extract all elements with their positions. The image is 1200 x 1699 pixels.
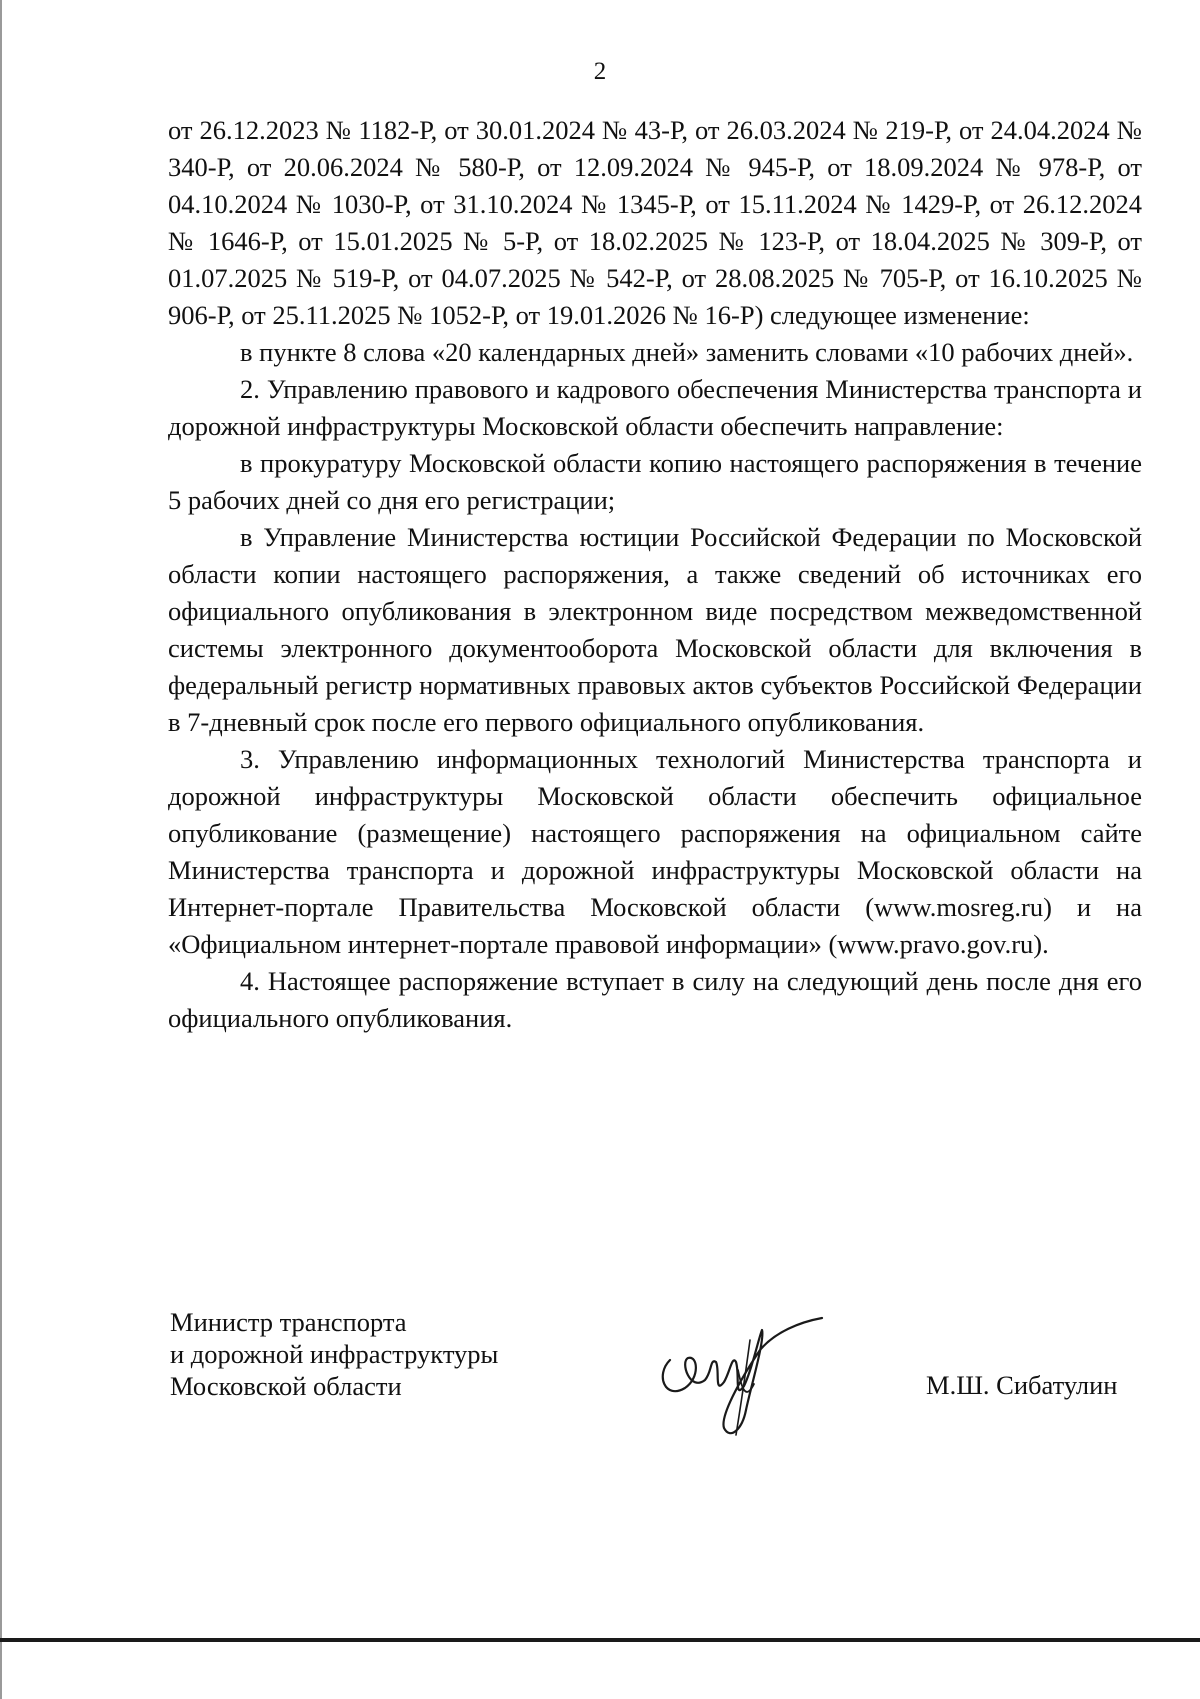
signatory-position-line: Московской области — [170, 1371, 402, 1401]
signatory-position-line: и дорожной инфраструктуры — [170, 1339, 499, 1369]
handwritten-signature — [650, 1300, 830, 1450]
paragraph-change-item-8: в пункте 8 слова «20 календарных дней» заменить словами «10 рабочих дней». — [240, 337, 1134, 367]
page-number: 2 — [593, 58, 607, 85]
document-body — [168, 112, 1142, 1037]
paragraph-prosecutor: в прокуратуру Московской области копию настоящего распоряжения в течение 5 рабочих дней со дня его регистрации; — [168, 448, 1142, 515]
signatory-name: М.Ш. Сибатулин — [926, 1370, 1118, 1400]
signatory-position-line: Министр транспорта — [170, 1307, 407, 1337]
signatory-position — [170, 1306, 498, 1402]
paragraph-clause-2: 2. Управлению правового и кадрового обеспечения Министерства транспорта и дорожной инфраструктуры Московской области обеспечить направление: — [168, 374, 1142, 441]
paragraph-justice-ministry: в Управление Министерства юстиции Российской Федерации по Московской области копии настоящего распоряжения, а также сведений об источниках его официального опубликования в электронном виде посредством межведомственной системы электронного документооборота Московской области для включения в федеральный регистр нормативных правовых актов субъектов Российской Федерации в 7-дневный срок после его первого официального опубликования. — [168, 522, 1142, 737]
bottom-scan-line — [0, 1638, 1200, 1642]
paragraph-clause-4: 4. Настоящее распоряжение вступает в силу на следующий день после дня его официального опубликования. — [168, 966, 1142, 1033]
scan-edge — [0, 0, 2, 1699]
paragraph-amendments-list: от 26.12.2023 № 1182-Р, от 30.01.2024 № 43-Р, от 26.03.2024 № 219-Р, от 24.04.2024 № 340-Р, от 20.06.2024 № 580-Р, от 12.09.2024 № 945-Р, от 18.09.2024 № 978-Р, от 04.10.2024 № 1030-Р, от 31.10.2024 № 1345-Р, от 15.11.2024 № 1429-Р, от 26.12.2024 № 1646-Р, от 15.01.2025 № 5-Р, от 18.02.2025 № 123-Р, от 18.04.2025 № 309-Р, от 01.07.2025 № 519-Р, от 04.07.2025 № 542-Р, от 28.08.2025 № 705-Р, от 16.10.2025 № 906-Р, от 25.11.2025 № 1052-Р, от 19.01.2026 № 16-Р) следующее изменение: — [168, 115, 1142, 330]
paragraph-clause-3: 3. Управлению информационных технологий Министерства транспорта и дорожной инфраструктуры Московской области обеспечить официальное опубликование (размещение) настоящего распоряжения на официальном сайте Министерства транспорта и дорожной инфраструктуры Московской области на Интернет-портале Правительства Московской области (www.mosreg.ru) и на «Официальном интернет-портале правовой информации» (www.pravo.gov.ru). — [168, 744, 1142, 959]
